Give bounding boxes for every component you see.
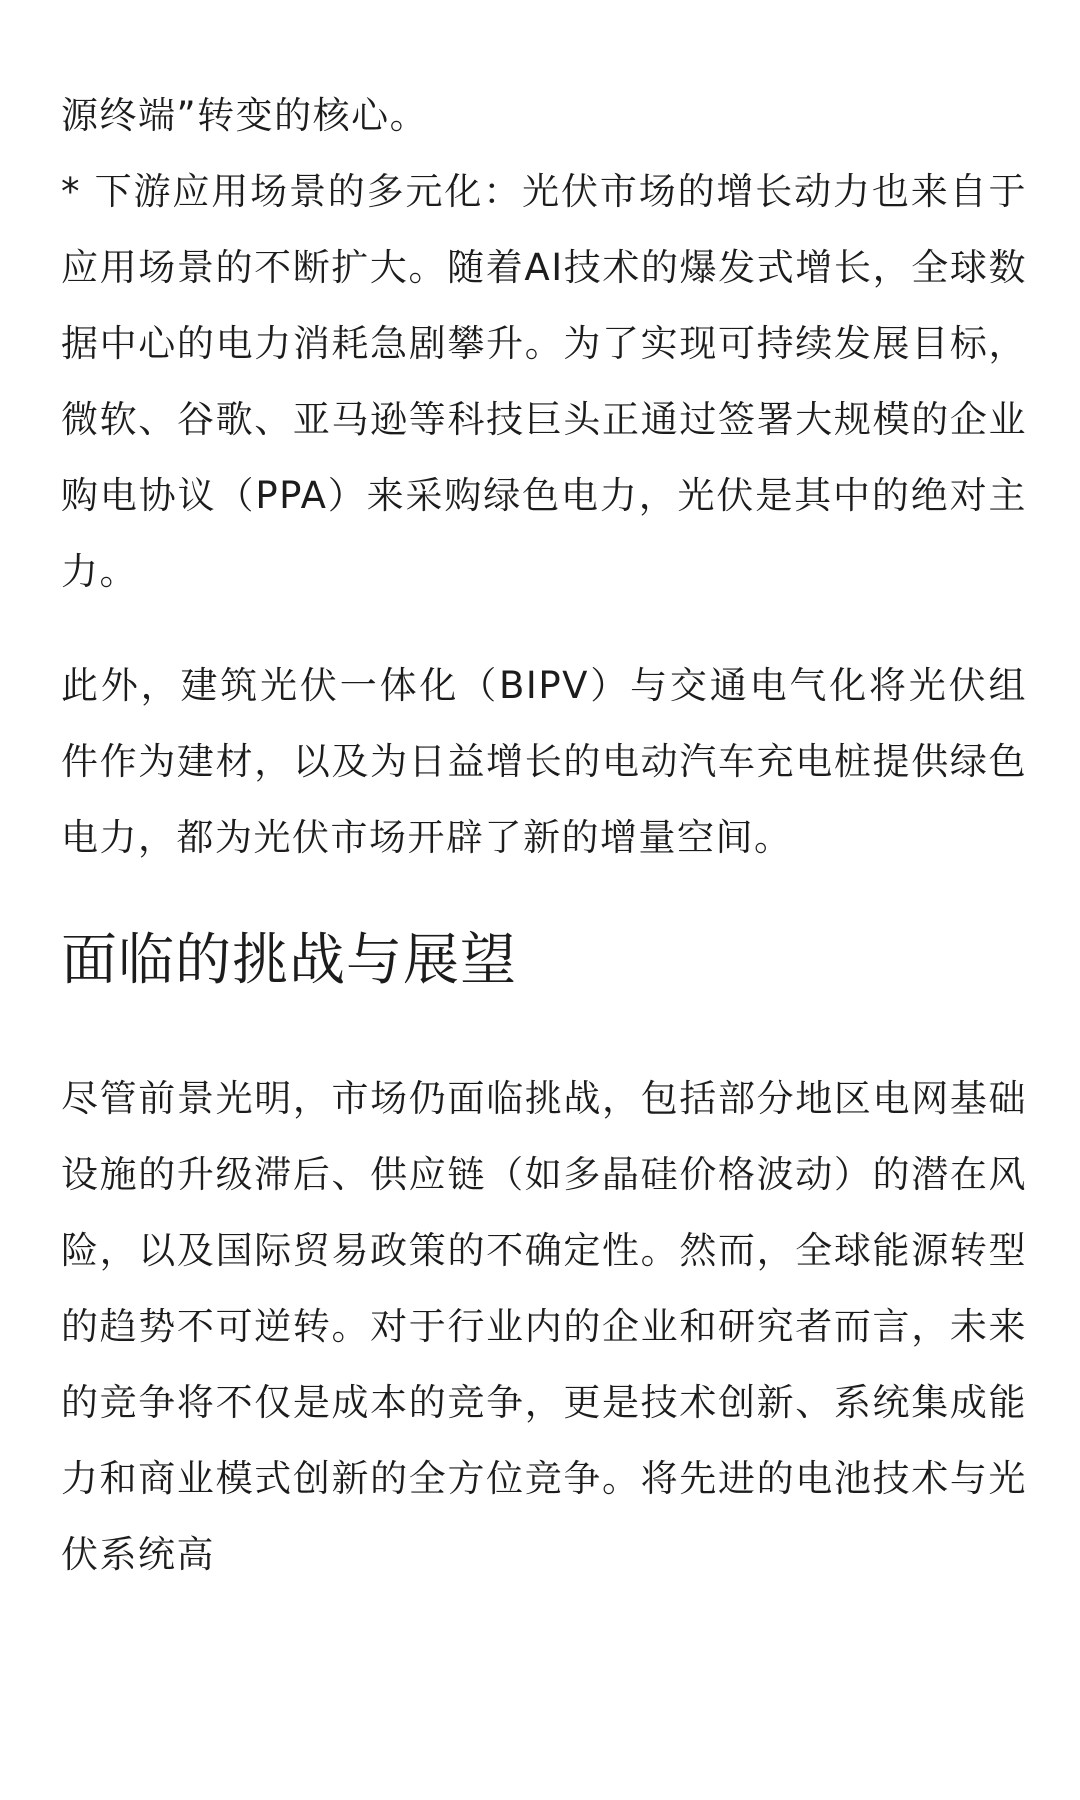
paragraph-challenges: 尽管前景光明，市场仍面临挑战，包括部分地区电网基础设施的升级滞后、供应链（如多晶硅价格波动）的潜在风险，以及国际贸易政策的不确定性。然而，全球能源转型的趋势不可逆转。对于行业内的企业和研究者而言，未来的竞争将不仅是成本的竞争，更是技术创新、系统集成能力和商业模式创新的全方位竞争。将先进的电池技术与光伏系统高 <box>61 1077 1027 1576</box>
paragraph-downstream-applications: * 下游应用场景的多元化：光伏市场的增长动力也来自于应用场景的不断扩大。随着AI技术的爆发式增长，全球数据中心的电力消耗急剧攀升。为了实现可持续发展目标，微软、谷歌、亚马逊等科技巨头正通过签署大规模的企业购电协议（PPA）来采购绿色电力，光伏是其中的绝对主力。 <box>61 170 1027 593</box>
paragraph-bipv: 此外，建筑光伏一体化（BIPV）与交通电气化将光伏组件作为建材，以及为日益增长的电动汽车充电桩提供绿色电力，都为光伏市场开辟了新的增量空间。 <box>61 664 1027 859</box>
section-heading-challenges: 面临的挑战与展望 <box>61 928 517 993</box>
article-content <box>61 0 1027 1593</box>
paragraph-intro-tail: 源终端”转变的核心。 <box>61 94 429 137</box>
